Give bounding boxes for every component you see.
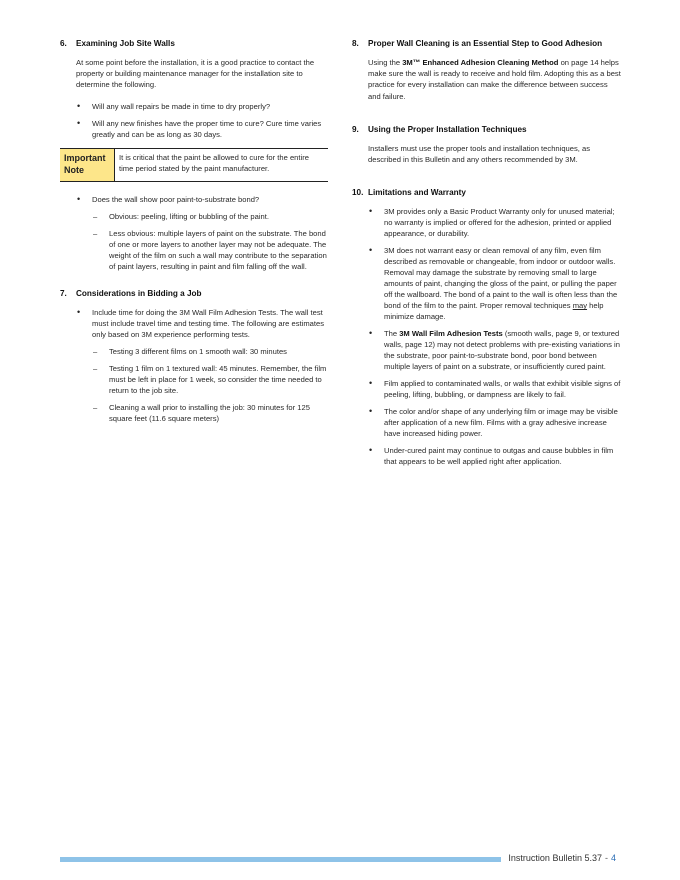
text-run: 3M does not warrant easy or clean removal of any film, even film described as removable or changeable, from indoor or outdoor walls. Removal may damage the substrate by removing small to large amounts of paint, changing the gloss of the paint, or pulling the paper off the wallboard. The bond of a paint to the wall is often less than the bond of the film to the paint. Proper removal techniques: [384, 246, 618, 311]
list-item-text: Include time for doing the 3M Wall Film Adhesion Tests. The wall test must include travel time and testing time. The following are estimates only based on 3M experience performing tests.: [92, 307, 324, 339]
section-number: 6.: [60, 39, 67, 48]
page-footer: [508, 853, 616, 863]
section-number: 7.: [60, 288, 67, 298]
left-column: [60, 38, 328, 432]
sub-list-item: – Obvious: peeling, lifting or bubbling of the paint.: [92, 211, 328, 222]
footer-separator: -: [604, 853, 608, 863]
section-10-heading: [352, 187, 622, 198]
list-item: • Will any wall repairs be made in time to dry properly?: [76, 101, 328, 112]
list-item: • Will any new finishes have the proper time to cure? Cure time varies greatly and can be as long as 30 days.: [76, 118, 328, 140]
important-note-text: It is critical that the paint be allowed to cure for the entire time period stated by the paint manufacturer.: [114, 149, 328, 181]
section-6-bullets-2: [76, 194, 328, 272]
section-10-bullets: [368, 206, 622, 467]
section-title: Proper Wall Cleaning is an Essential Step to Good Adhesion: [368, 39, 603, 48]
section-8-text: [368, 57, 622, 102]
right-column: [352, 38, 622, 475]
section-6-intro: At some point before the installation, it is a good practice to contact the property or building maintenance manager for the installation site to determine the following.: [76, 58, 315, 90]
section-7-heading: [60, 288, 328, 299]
list-item: • The color and/or shape of any underlying film or image may be visible after application of a new film. Films with a gray adhesive increase have increased hiding power.: [368, 406, 622, 439]
section-6-heading: [60, 38, 328, 49]
section-number: 10.: [352, 188, 364, 198]
text-run: The: [384, 329, 400, 339]
section-number: 9.: [352, 124, 359, 134]
list-item: [368, 245, 622, 322]
sub-list-item: – Testing 3 different films on 1 smooth wall: 30 minutes: [92, 346, 328, 357]
text-run: help minimize damage.: [384, 301, 604, 322]
adhesion-tests-reference: 3M Wall Film Adhesion Tests: [399, 329, 503, 339]
section-title: Examining Job Site Walls: [76, 39, 175, 48]
list-item-text: Does the wall show poor paint-to-substrate bond?: [92, 194, 260, 204]
underlined-word: may: [572, 301, 588, 311]
page-number: 4: [610, 853, 616, 863]
section-9-heading: [352, 124, 622, 135]
section-number: 8.: [352, 39, 359, 48]
section-9-text: Installers must use the proper tools and installation techniques, as described in this Bulletin and any others recommended by 3M.: [368, 143, 591, 165]
cleaning-method-reference: 3M™ Enhanced Adhesion Cleaning Method: [402, 58, 559, 67]
list-item: • Under-cured paint may continue to outgas and cause bubbles in film that appears to be well applied right after application.: [368, 445, 622, 467]
footer-document-name: Instruction Bulletin 5.37: [508, 853, 602, 863]
list-item: • 3M provides only a Basic Product Warranty only for unused material; no warranty is implied or offered for the adhesion, printed or applied appearance, or durability.: [368, 206, 622, 239]
important-note-box: [60, 148, 328, 182]
text-run: Using the: [368, 58, 403, 67]
section-6-bullets: [76, 101, 328, 140]
list-item: [76, 307, 328, 424]
list-item: • Film applied to contaminated walls, or walls that exhibit visible signs of peeling, lifting, bubbling, or dampness are likely to fail.: [368, 378, 622, 400]
sub-list-item: – Testing 1 film on 1 textured wall: 45 minutes. Remember, the film must be left in place for 1 week, so consider the time needed to return to the job site.: [92, 363, 328, 396]
list-item: [76, 194, 328, 272]
text-run: (smooth walls, page 9, or textured walls, page 12) may not detect problems with pre-existing variations in the substrate, poor paint-to-substrate bond, poor bond between multiple layers of paint on a substrate, or insufficiently cured paint.: [384, 329, 620, 372]
section-title: Considerations in Bidding a Job: [76, 288, 202, 298]
sub-list-item: – Cleaning a wall prior to installing the job: 30 minutes for 125 square feet (11.6 square meters): [92, 402, 328, 424]
sub-list: [92, 346, 328, 424]
section-title: Using the Proper Installation Techniques: [368, 124, 527, 134]
sub-list-item: – Less obvious: multiple layers of paint on the substrate. The bond of one or more layers to another layer may not be adequate. The weight of the film on such a wall may contribute to the separation of paint layers, resulting in paint and film falling off the wall.: [92, 228, 328, 272]
text-run: on page 14 helps make sure the wall is ready to receive and hold film. Adopting this as a best practice for every installation can make the difference between success and failure.: [368, 58, 621, 101]
sub-list: [92, 211, 328, 272]
footer-rule: [60, 857, 501, 862]
section-title: Limitations and Warranty: [368, 188, 466, 198]
important-note-label: Important Note: [60, 149, 114, 181]
section-8-heading: [352, 38, 622, 49]
list-item: [368, 328, 622, 372]
section-7-bullets: [76, 307, 328, 424]
